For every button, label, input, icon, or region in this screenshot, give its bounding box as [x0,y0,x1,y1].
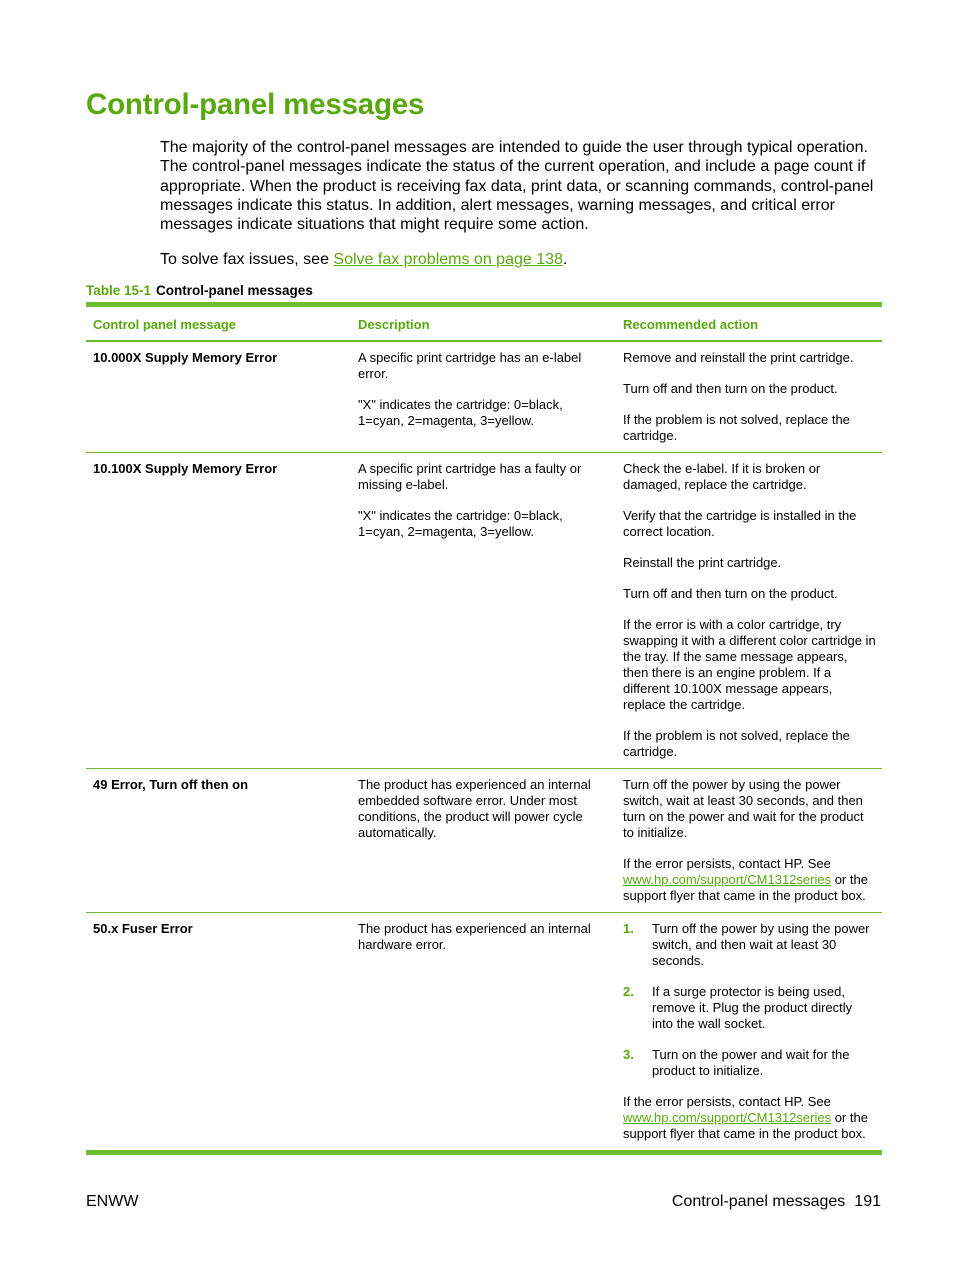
message-cell: 10.100X Supply Memory Error [93,461,278,476]
contact-prefix: If the error persists, contact HP. See [623,1094,831,1109]
solve-suffix: . [562,251,568,268]
description-text: The product has experienced an internal embedded software error. Under most conditions, the product will power cycle automatically. [358,777,591,840]
intro-paragraph: The majority of the control-panel messages are intended to guide the user through typical operation. The control-panel messages indicate the status of the current operation, and include a page count if appropriate. When the product is receiving fax data, print data, or scanning commands, control-panel messages indicate this status. In addition, alert messages, warning messages, and critical error messages indicate situations that might require some action. [160,139,874,234]
page-title: Control-panel messages [86,88,425,121]
description-text: The product has experienced an internal hardware error. [358,921,591,952]
step-number: 2. [623,984,634,999]
action-text: Verify that the cartridge is installed in the correct location. [623,508,857,539]
action-text: If the problem is not solved, replace the cartridge. [623,728,850,759]
description-text: "X" indicates the cartridge: 0=black, 1=cyan, 2=magenta, 3=yellow. [358,508,563,539]
description-cell [351,913,616,1150]
step-text: Turn off the power by using the power switch, and then wait at least 30 seconds. [652,921,870,968]
footer-left: ENWW [86,1193,139,1210]
step-number: 3. [623,1047,634,1062]
description-text: "X" indicates the cartridge: 0=black, 1=cyan, 2=magenta, 3=yellow. [358,397,563,428]
step-item [623,1047,876,1079]
table-row [86,913,882,1150]
step-number: 1. [623,921,634,936]
message-cell: 10.000X Supply Memory Error [93,350,278,365]
description-cell [351,453,616,768]
description-text: A specific print cartridge has a faulty or missing e-label. [358,461,582,492]
step-text: Turn on the power and wait for the product to initialize. [652,1047,850,1078]
messages-table [86,302,882,1155]
contact-suffix: or the support flyer that came in the product box. [623,1110,868,1141]
description-text: A specific print cartridge has an e-label error. [358,350,582,381]
action-cell [616,453,882,768]
action-text: If the error is with a color cartridge, try swapping it with a different color cartridge in the tray. If the same message appears, then there is an engine problem. If a different 10.100X message appears, replace the cartridge. [623,617,876,712]
table-row [86,342,882,453]
action-text: Turn off and then turn on the product. [623,381,838,396]
action-cell [616,769,882,912]
table-number: Table 15-1 [86,283,152,298]
table-row [86,453,882,769]
solve-prefix: To solve fax issues, see [160,251,334,268]
table-header [86,307,882,342]
footer-section: Control-panel messages [671,1193,846,1210]
hp-support-link[interactable]: www.hp.com/support/CM1312series [623,872,832,887]
contact-suffix: or the support flyer that came in the product box. [623,872,868,903]
action-text: Turn off the power by using the power switch, wait at least 30 seconds, and then turn on the power and wait for the product to initialize. [623,777,864,840]
action-text: Reinstall the print cartridge. [623,555,782,570]
steps-list [623,921,876,1079]
solve-fax-link[interactable]: Solve fax problems on page 138 [333,251,563,268]
contact-prefix: If the error persists, contact HP. See [623,856,831,871]
action-text: If the problem is not solved, replace the cartridge. [623,412,850,443]
header-message: Control panel message [93,317,237,332]
action-text: Remove and reinstall the print cartridge. [623,350,854,365]
message-cell: 50.x Fuser Error [93,921,193,936]
action-cell [616,342,882,452]
page-number: 191 [854,1193,881,1210]
step-item [623,984,876,1032]
contact-text [623,856,876,904]
table-row [86,769,882,913]
footer-right [672,1193,881,1211]
header-action: Recommended action [623,317,759,332]
hp-support-link[interactable]: www.hp.com/support/CM1312series [623,1110,832,1125]
action-text: Check the e-label. If it is broken or damaged, replace the cartridge. [623,461,821,492]
solve-fax-paragraph [160,250,567,269]
table-caption-text: Control-panel messages [156,283,313,298]
description-cell [351,342,616,452]
action-cell [616,913,882,1150]
action-text: Turn off and then turn on the product. [623,586,838,601]
contact-text [623,1094,876,1142]
step-text: If a surge protector is being used, remove it. Plug the product directly into the wall socket. [652,984,853,1031]
header-description: Description [358,317,430,332]
table-caption [86,283,313,298]
step-item [623,921,876,969]
message-cell: 49 Error, Turn off then on [93,777,249,792]
description-cell [351,769,616,912]
